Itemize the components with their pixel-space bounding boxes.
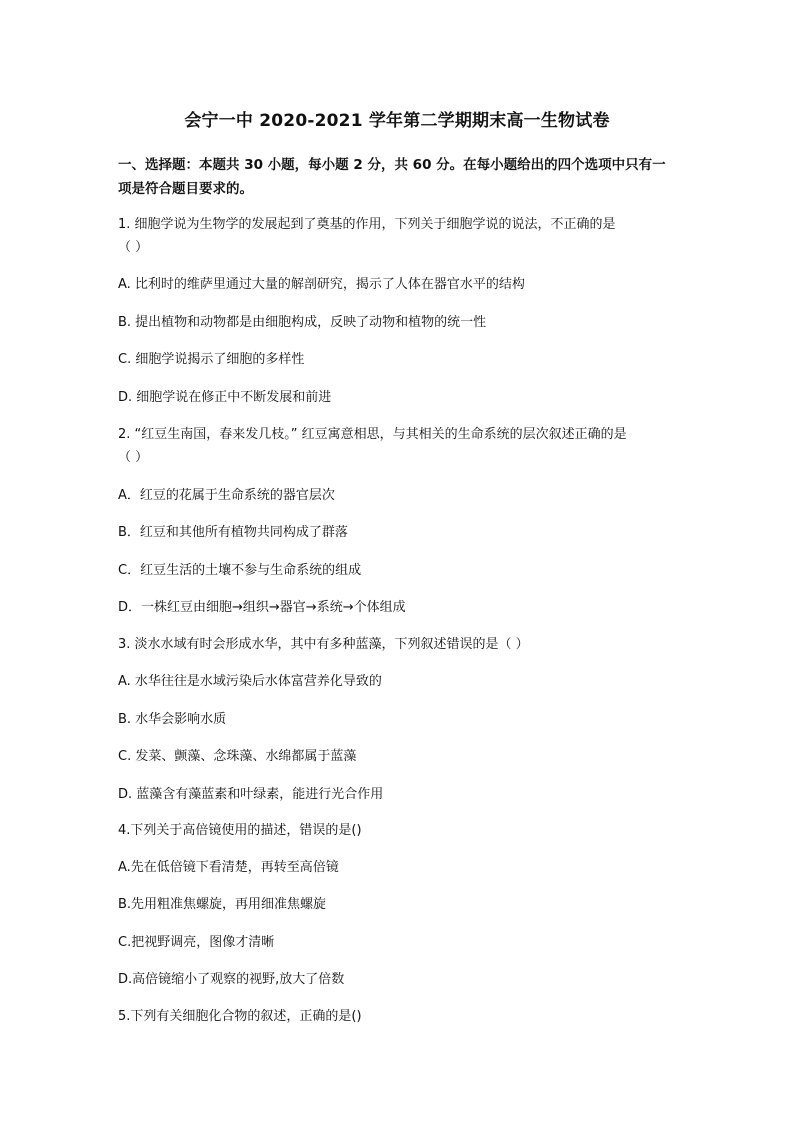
question-5-stem: 5.下列有关细胞化合物的叙述，正确的是()	[118, 1009, 362, 1024]
question-3-option-a: A. 水华往往是水域污染后水体富营养化导致的	[118, 674, 382, 689]
question-4-option-d: D.高倍镜缩小了观察的视野,放大了倍数	[118, 972, 345, 987]
question-2-option-a: A．红豆的花属于生命系统的器官层次	[118, 488, 335, 503]
question-4-stem: 4.下列关于高倍镜使用的描述，错误的是()	[118, 823, 362, 838]
question-2-option-d: D．一株红豆由细胞→组织→器官→系统→个体组成	[118, 600, 406, 615]
section-header: 一、选择题：本题共 30 小题，每小题 2 分，共 60 分。在每小题给出的四个选项中只有一项是符合题目要求的。	[118, 157, 666, 197]
question-1-option-a: A. 比利时的维萨里通过大量的解剖研究，揭示了人体在器官水平的结构	[118, 277, 525, 292]
question-3-option-d: D. 蓝藻含有藻蓝素和叶绿素，能进行光合作用	[118, 787, 384, 802]
question-4-option-c: C.把视野调亮，图像才清晰	[118, 935, 275, 950]
question-2-stem: 2. “红豆生南国，春来发几枝。” 红豆寓意相思，与其相关的生命系统的层次叙述正确的是	[118, 427, 627, 442]
question-2-option-c: C．红豆生活的土壤不参与生命系统的组成	[118, 563, 362, 578]
question-3-option-b: B. 水华会影响水质	[118, 712, 227, 727]
question-3-stem: 3. 淡水水域有时会形成水华，其中有多种蓝藻，下列叙述错误的是（ ）	[118, 637, 529, 652]
question-3-option-c: C. 发菜、颤藻、念珠藻、水绵都属于蓝藻	[118, 749, 357, 764]
exam-title: 会宁一中 2020-2021 学年第二学期期末高一生物试卷	[184, 111, 610, 131]
question-1-option-b: B. 提出植物和动物都是由细胞构成，反映了动物和植物的统一性	[118, 315, 487, 330]
question-2-option-b: B．红豆和其他所有植物共同构成了群落	[118, 525, 348, 540]
question-1-option-d: D. 细胞学说在修正中不断发展和前进	[118, 390, 332, 405]
question-1-stem: 1. 细胞学说为生物学的发展起到了奠基的作用，下列关于细胞学说的说法，不正确的是	[118, 217, 616, 232]
question-2-paren: （ ）	[118, 450, 149, 465]
question-1-option-c: C. 细胞学说揭示了细胞的多样性	[118, 352, 305, 367]
question-1-paren: （ ）	[118, 240, 149, 255]
question-4-option-a: A.先在低倍镜下看清楚，再转至高倍镜	[118, 860, 339, 875]
question-4-option-b: B.先用粗准焦螺旋，再用细准焦螺旋	[118, 897, 327, 912]
